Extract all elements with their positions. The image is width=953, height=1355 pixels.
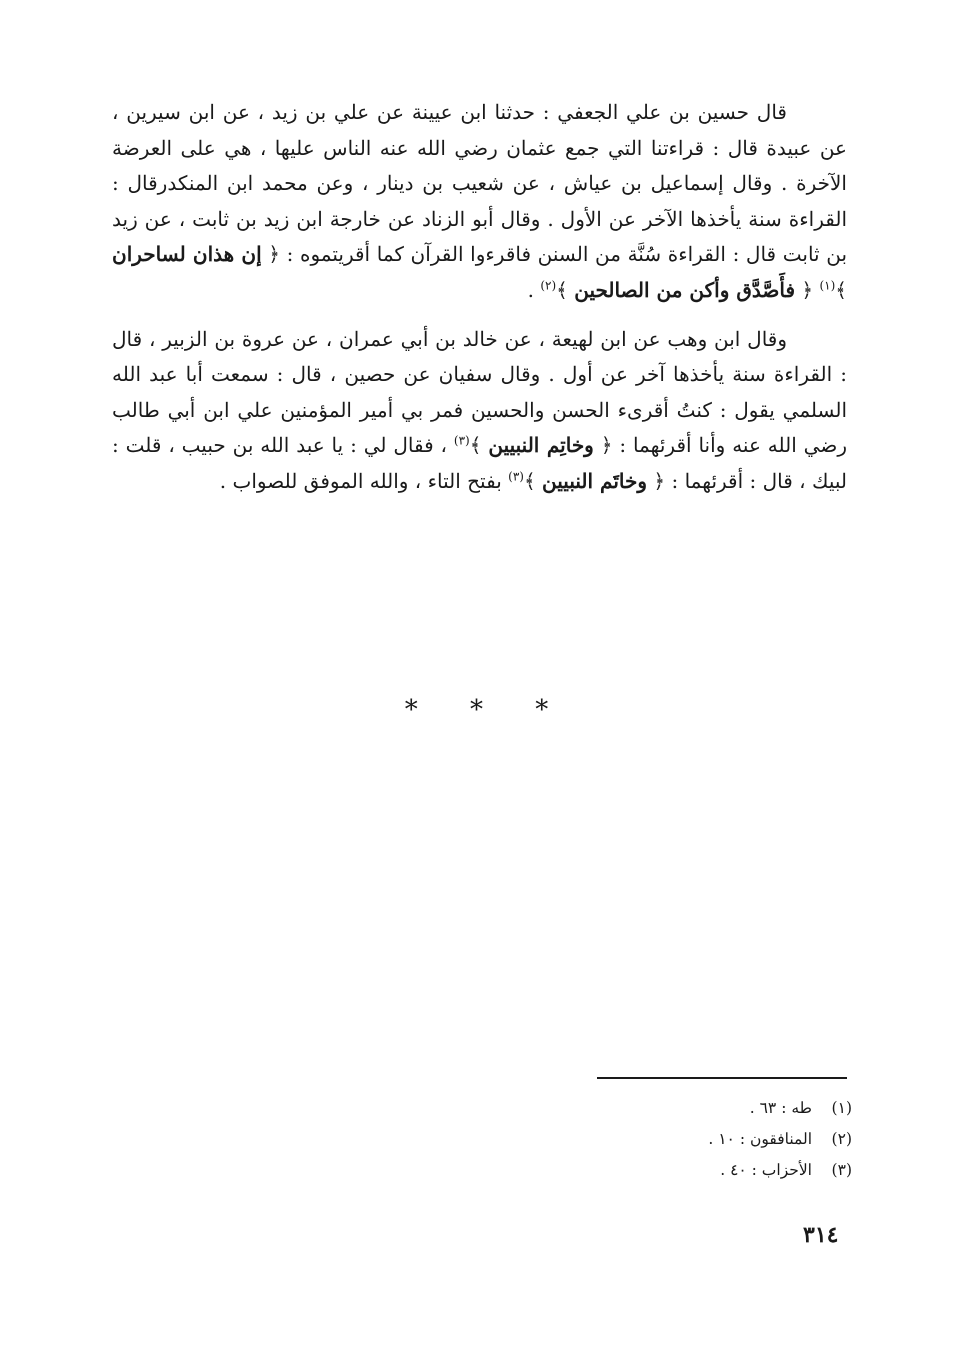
quran-open-bracket: ﴿ — [653, 468, 666, 493]
quran-quote-3: وخاتِم النبيين — [488, 433, 594, 458]
footnote-text: المنافقون : ١٠ . — [708, 1130, 812, 1148]
quran-close-bracket: ﴾ — [556, 277, 568, 302]
footnote-text: الأحزاب : ٤٠ . — [720, 1161, 812, 1179]
footnote-rule — [597, 1077, 847, 1079]
quran-open-bracket: ﴿ — [801, 277, 814, 302]
quran-quote-2: فأَصَّدَّق وأكن من الصالحين — [574, 277, 796, 302]
paragraph-2-text-3: بفتح التاء ، والله الموفق للصواب . — [219, 468, 502, 493]
paragraph-1-text: قال حسين بن علي الجعفي : حدثنا ابن عيينة عن علي بن زيد ، عن ابن سيرين ، عن عبيدة قال : قراءتنا التي جمع عثمان رضي الله عنه الناس عليها ، هي على العرضة الآخرة . وقال إسماعيل بن عياش ، عن شعيب بن دينار ، وعن محمد ابن المنكدرقال : القراءة سنة يأخذها الآخر عن الأول . وقال أبو الزناد عن خارجة ابن زيد بن ثابت ، عن زيد بن ثابت قال : القراءة سُنَّة من السنن فاقرءوا القرآن كما أقريتموه : — [112, 100, 848, 267]
paragraph-1 — [112, 95, 847, 309]
paragraph-1-end: . — [527, 277, 534, 302]
footnote-3 — [597, 1155, 852, 1186]
paragraph-2-text-2: ، فقال لي : يا عبد الله بن حبيب ، قلت : لبيك ، قال : أقرئهما : — [112, 433, 847, 493]
footnote-number: (٢) — [831, 1130, 852, 1148]
quran-close-bracket: ﴾ — [835, 277, 847, 302]
footnote-ref-3: (٣) — [453, 433, 470, 448]
footnote-ref-2: (٢) — [540, 278, 557, 293]
footnote-ref-1: (١) — [819, 278, 836, 293]
page-number: ٣١٤ — [803, 1222, 839, 1248]
quran-close-bracket: ﴾ — [523, 468, 536, 493]
paragraph-2 — [112, 322, 847, 500]
footnote-text: طه : ٦٣ . — [749, 1099, 812, 1117]
quran-quote-1: إن هذان لساحران — [112, 242, 262, 267]
main-text — [112, 95, 847, 500]
footnote-1 — [597, 1093, 852, 1124]
footnotes — [597, 1093, 852, 1186]
footnote-ref-3b: (٣) — [508, 469, 524, 484]
quran-open-bracket: ﴿ — [600, 433, 613, 458]
section-separator: * * * — [404, 695, 571, 725]
quran-open-bracket: ﴿ — [268, 242, 280, 267]
quran-quote-4: وخاتَم النبيين — [542, 468, 648, 493]
quran-close-bracket: ﴾ — [469, 433, 482, 458]
paragraph-2-text-1: وقال ابن وهب عن ابن لهيعة ، عن خالد بن أبي عمران ، عن عروة بن الزبير ، قال : القراءة سنة يأخذها آخر عن أول . وقال سفيان عن حصين ، قال : سمعت أبا عبد الله السلمي يقول : كنتُ أقرىء الحسن والحسين فمر بي أمير المؤمنين علي ابن أبي طالب رضي الله عنه وأنا أقرئهما : — [112, 326, 847, 458]
footnote-2 — [597, 1124, 852, 1155]
footnote-number: (٣) — [831, 1161, 852, 1179]
footnote-number: (١) — [831, 1099, 852, 1117]
